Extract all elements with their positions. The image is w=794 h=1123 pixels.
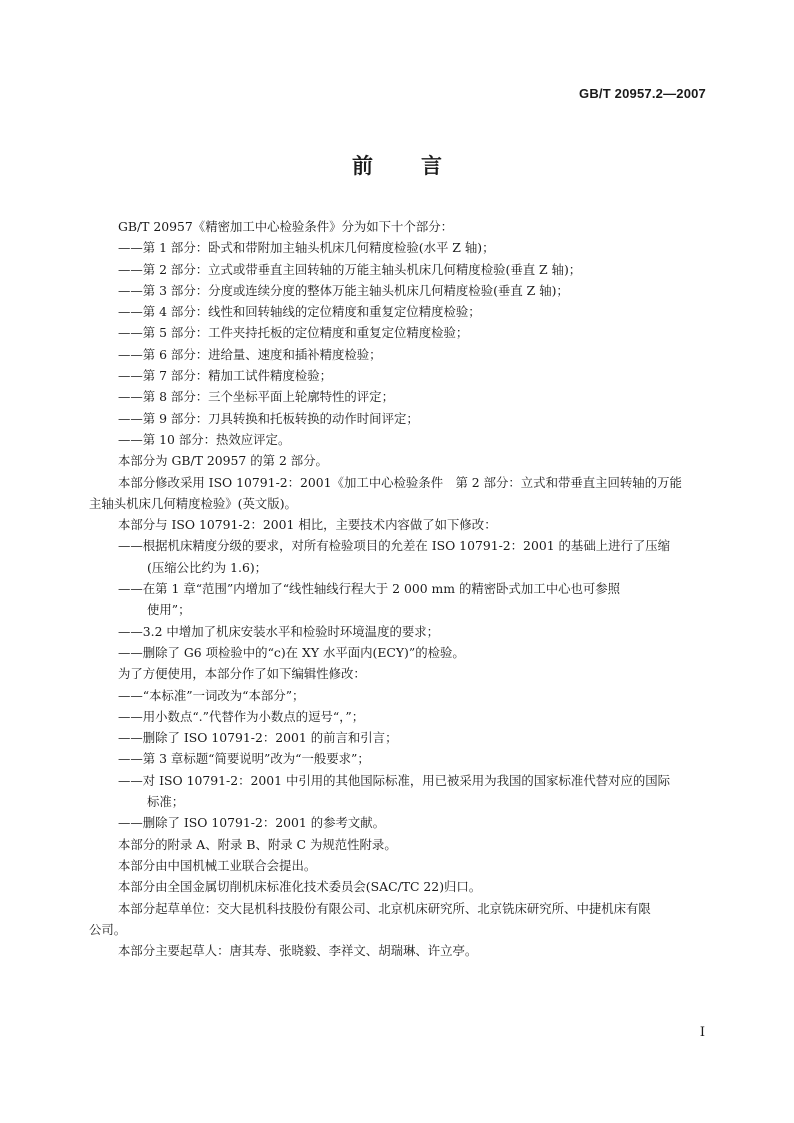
list-item: ——第 10 部分：热效应评定。 [118, 431, 291, 447]
list-item-continuation: (压缩公比约为 1.6)； [147, 559, 268, 575]
list-item: ——在第 1 章“范围”内增加了“线性轴线行程大于 2 000 mm 的精密卧式加工中心也可参照 [118, 581, 621, 597]
list-item: ——第 3 部分：分度或连续分度的整体万能主轴头机床几何精度检验(垂直 Z 轴)； [118, 282, 569, 298]
paragraph: 本部分与 ISO 10791-2：2001 相比，主要技术内容做了如下修改： [118, 517, 497, 533]
list-item-continuation: 使用”； [147, 602, 191, 618]
list-item: ——第 7 部分：精加工试件精度检验； [118, 368, 333, 384]
list-item: ——用小数点“.”代替作为小数点的逗号“，”； [118, 708, 365, 724]
standard-number: GB/T 20957.2—2007 [579, 86, 706, 101]
list-item-continuation: 标准； [147, 794, 185, 810]
list-item: ——删除了 G6 项检验中的“c)在 XY 水平面内(ECY)”的检验。 [118, 644, 465, 660]
list-item: ——第 2 部分：立式或带垂直主回转轴的万能主轴头机床几何精度检验(垂直 Z 轴)； [118, 261, 582, 277]
page-number: I [699, 1025, 705, 1040]
list-item: ——第 5 部分：工件夹持托板的定位精度和重复定位精度检验； [118, 325, 469, 341]
list-item: ——3.2 中增加了机床安装水平和检验时环境温度的要求； [118, 623, 440, 639]
paragraph: 本部分的附录 A、附录 B、附录 C 为规范性附录。 [118, 836, 397, 852]
list-item: ——第 1 部分：卧式和带附加主轴头机床几何精度检验(水平 Z 轴)； [118, 240, 495, 256]
paragraph: 为了方便使用，本部分作了如下编辑性修改： [118, 666, 366, 682]
list-item: ——根据机床精度分级的要求，对所有检验项目的允差在 ISO 10791-2：2001 的基础上进行了压缩 [118, 538, 671, 554]
list-item: ——第 3 章标题“简要说明”改为“一般要求”； [118, 751, 370, 767]
paragraph: 本部分起草单位：交大昆机科技股份有限公司、北京机床研究所、北京铣床研究所、中捷机床有限 [118, 900, 651, 916]
list-item: ——第 9 部分：刀具转换和托板转换的动作时间评定； [118, 410, 419, 426]
paragraph: 本部分由中国机械工业联合会提出。 [118, 857, 317, 873]
paragraph-continuation: 主轴头机床几何精度检验》(英文版)。 [89, 495, 297, 511]
paragraph: 本部分为 GB/T 20957 的第 2 部分。 [118, 453, 328, 469]
list-item: ——删除了 ISO 10791-2：2001 的前言和引言； [118, 730, 398, 746]
paragraph: 本部分修改采用 ISO 10791-2：2001《加工中心检验条件 第 2 部分：立式和带垂直主回转轴的万能 [118, 474, 682, 490]
title-char-2: 言 [421, 154, 442, 178]
list-item: ——对 ISO 10791-2：2001 中引用的其他国际标准，用已被采用为我国的国家标准代替对应的国际 [118, 772, 671, 788]
list-item: ——“本标准”一词改为“本部分”； [118, 687, 305, 703]
page-title [0, 150, 794, 180]
list-item: ——第 6 部分：进给量、速度和插补精度检验； [118, 346, 382, 362]
paragraph: 本部分由全国金属切削机床标准化技术委员会(SAC/TC 22)归口。 [118, 879, 482, 895]
list-item: ——第 4 部分：线性和回转轴线的定位精度和重复定位精度检验； [118, 304, 481, 320]
title-char-1: 前 [352, 154, 373, 178]
list-item: ——第 8 部分：三个坐标平面上轮廓特性的评定； [118, 389, 394, 405]
paragraph: 本部分主要起草人：唐其寿、张晓毅、李祥文、胡瑞琳、许立亭。 [118, 943, 478, 959]
paragraph: GB/T 20957《精密加工中心检验条件》分为如下十个部分： [118, 219, 454, 234]
paragraph-continuation: 公司。 [89, 921, 127, 937]
foreword-body [89, 216, 706, 961]
list-item: ——删除了 ISO 10791-2：2001 的参考文献。 [118, 815, 386, 831]
